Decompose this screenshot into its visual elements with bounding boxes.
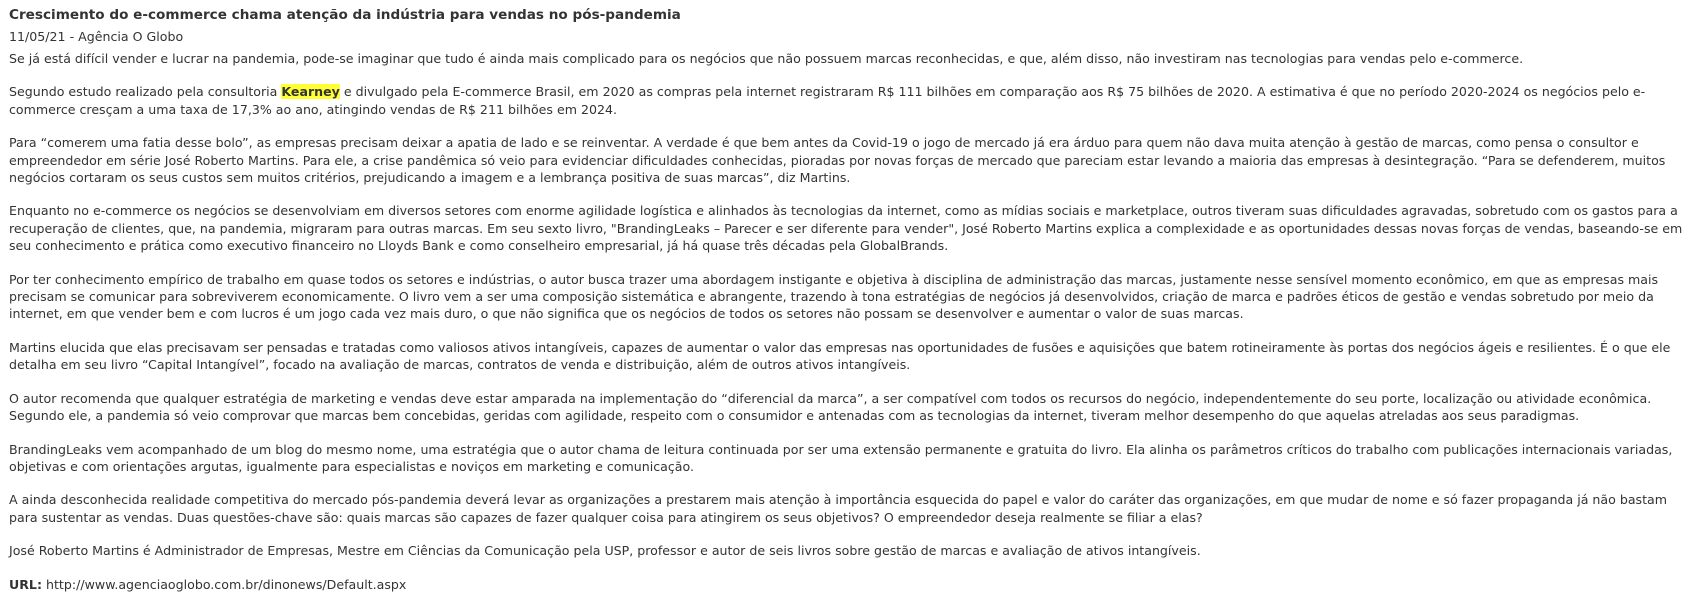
article-date: 11/05/21	[9, 29, 66, 44]
paragraph-8: BrandingLeaks vem acompanhado de um blog do mesmo nome, uma estratégia que o autor chama de leitura continuada por ser uma extensão permanente e gratuita do livro. Ela alinha os parâmetros críticos do trabalho com publicações internacionais variadas, objetivas e com orientações argutas, igualmente para especialistas e noviços em marketing e comunicação.	[9, 441, 1673, 474]
article-source: Agência O Globo	[78, 29, 184, 44]
source-url-link[interactable]: http://www.agenciaoglobo.com.br/dinonews/Default.aspx	[46, 576, 407, 592]
paragraph-9: A ainda desconhecida realidade competitiva do mercado pós-pandemia deverá levar as organizações a prestarem mais atenção à importância esquecida do papel e valor do caráter das organizações, em que mudar de nome e só fazer propaganda já não bastam para sustentar as vendas. Duas questões-chave são: quais marcas são capazes de fazer qualquer coisa para atingirem os seus objetivos? O empreendedor deseja realmente se filiar a elas?	[9, 492, 1668, 525]
article-meta	[9, 28, 1685, 46]
article-title: Crescimento do e-commerce chama atenção da indústria para vendas no pós-pandemia	[9, 7, 681, 23]
paragraph-2-before: Segundo estudo realizado pela consultoria	[9, 84, 282, 100]
url-row	[9, 576, 1685, 593]
meta-separator: -	[65, 29, 79, 44]
paragraph-2-after: e divulgado pela E-commerce Brasil, em 2020 as compras pela internet registraram R$ 111 bilhões em comparação aos R$ 75 bilhões de 2020. A estimativa é que no período 2020-2024 os negócios pelo e-commerce cresçam a uma taxa de 17,3% ao ano, atingindo vendas de R$ 211 bilhões em 2024.	[9, 84, 1646, 117]
paragraph-7: O autor recomenda que qualquer estratégia de marketing e vendas deve estar amparada na implementação do “diferencial da marca”, a ser compatível com todos os recursos do negócio, independentemente do seu porte, localização ou atividade econômica. Segundo ele, a pandemia só veio comprovar que marcas bem concebidas, geridas com agilidade, respeito com o consumidor e antenadas com as tecnologias da internet, tiveram melhor desempenho do que aquelas atreladas aos seus paradigmas.	[9, 390, 1652, 424]
paragraph-2	[9, 83, 1685, 118]
article	[9, 6, 1685, 593]
paragraph-10: José Roberto Martins é Administrador de Empresas, Mestre em Ciências da Comunicação pela USP, professor e autor de seis livros sobre gestão de marcas e avaliação de ativos intangíveis.	[9, 543, 1201, 559]
url-label: URL:	[9, 576, 42, 592]
paragraph-4: Enquanto no e-commerce os negócios se desenvolviam em diversos setores com enorme agilidade logística e alinhados às tecnologias da internet, como as mídias sociais e marketplace, outros tiveram suas dificuldades agravadas, sobretudo com os gastos para a recuperação de clientes, que, na pandemia, migraram para outras marcas. Em seu sexto livro, "BrandingLeaks – Parecer e ser diferente para vender", José Roberto Martins explica a complexidade e as oportunidades dessas novas forças de vendas, baseando-se em seu conhecimento e prática como executivo financeiro no Lloyds Bank e como conselheiro empresarial, já há quase três décadas pela GlobalBrands.	[9, 203, 1683, 254]
paragraph-1: Se já está difícil vender e lucrar na pandemia, pode-se imaginar que tudo é ainda mais complicado para os negócios que não possuem marcas reconhecidas, e que, além disso, não investiram nas tecnologias para vendas pelo e-commerce.	[9, 51, 1524, 66]
paragraph-6: Martins elucida que elas precisavam ser pensadas e tratadas como valiosos ativos intangíveis, capazes de aumentar o valor das empresas nas oportunidades de fusões e aquisições que batem rotineiramente às portas dos negócios ágeis e resilientes. É o que ele detalha em seu livro “Capital Intangível”, focado na avaliação de marcas, contratos de venda e distribuição, além de outros ativos intangíveis.	[9, 339, 1671, 373]
paragraph-3: Para “comerem uma fatia desse bolo”, as empresas precisam deixar a apatia de lado e se reinventar. A verdade é que bem antes da Covid-19 o jogo de mercado já era árduo para quem não dava muita atenção à gestão de marcas, como pensa o consultor e empreendedor em série José Roberto Martins. Para ele, a crise pandêmica só veio para evidenciar dificuldades conhecidas, pioradas por novas forças de mercado que pareciam estar levando a maioria das empresas à desintegração. “Para se defenderem, muitos negócios cortaram os seus custos sem muitos critérios, prejudicando a imagem e a lembrança positiva de suas marcas”, diz Martins.	[9, 135, 1666, 186]
paragraph-5: Por ter conhecimento empírico de trabalho em quase todos os setores e indústrias, o autor busca trazer uma abordagem instigante e objetiva à disciplina de administração das marcas, justamente nesse sensível momento econômico, em que as empresas mais precisam se comunicar para sobreviverem economicamente. O livro vem a ser uma composição sistemática e abrangente, trazendo à tona estratégias de negócios já desenvolvidos, criação de marca e padrões éticos de gestão e vendas sobretudo por meio da internet, em que vender bem e com lucros é um jogo cada vez mais duro, o que não significa que os negócios de todos os setores não possam se desenvolver e aumentar o valor de suas marcas.	[9, 271, 1659, 322]
highlighted-term: Kearney	[281, 84, 340, 100]
